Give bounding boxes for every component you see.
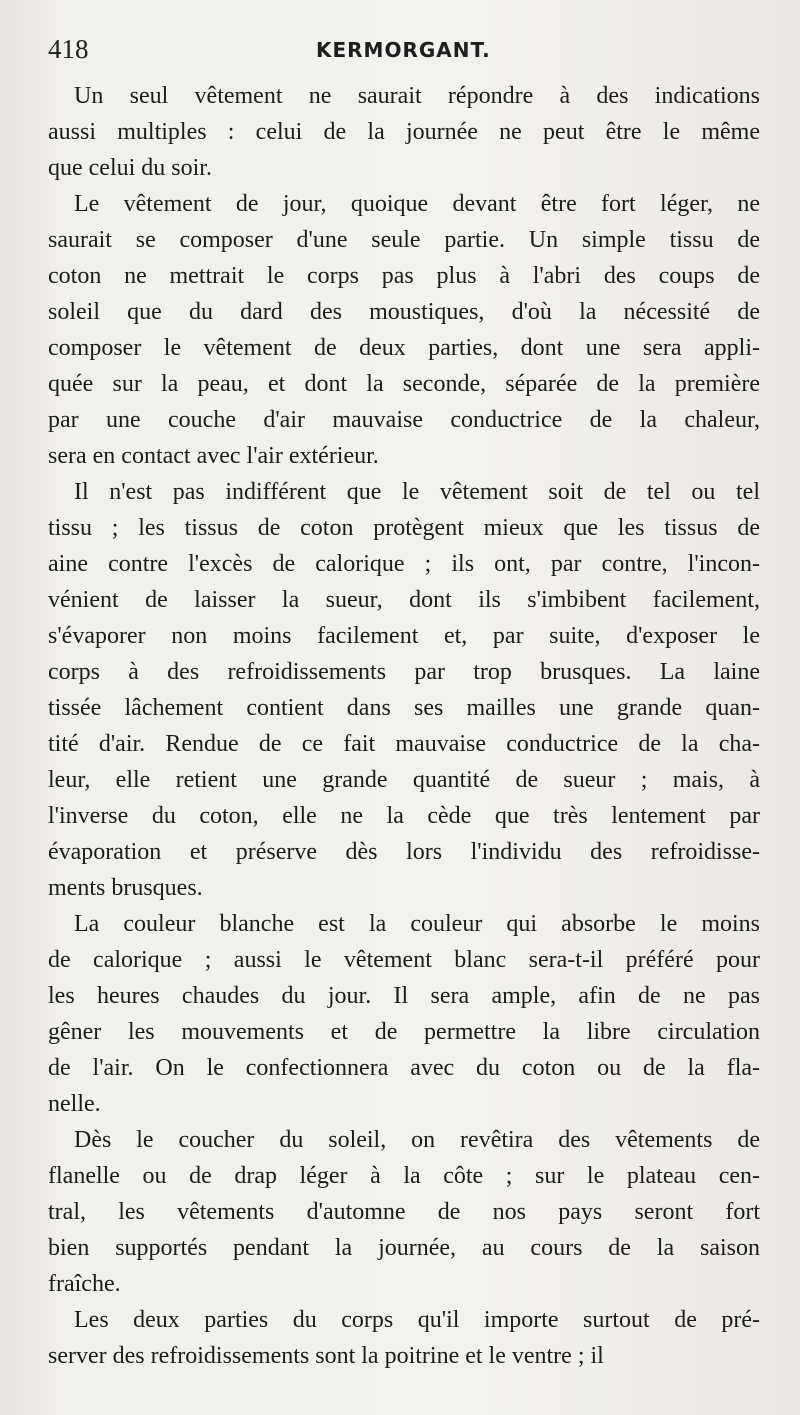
body-text: [48, 78, 760, 1374]
text-line: composer le vêtement de deux parties, dont une sera appli-: [48, 335, 760, 361]
paragraph: [48, 906, 760, 1122]
text-line: tité d'air. Rendue de ce fait mauvaise conductrice de la cha-: [48, 731, 760, 757]
text-line: sera en contact avec l'air extérieur.: [48, 443, 379, 469]
text-line: Le vêtement de jour, quoique devant être fort léger, ne: [74, 191, 760, 217]
text-line: leur, elle retient une grande quantité de sueur ; mais, à: [48, 767, 760, 793]
text-line: s'évaporer non moins facilement et, par suite, d'exposer le: [48, 623, 760, 649]
paragraph: [48, 78, 760, 186]
text-line: de l'air. On le confectionnera avec du coton ou de la fla-: [48, 1055, 760, 1081]
text-line: évaporation et préserve dès lors l'individu des refroidisse-: [48, 839, 760, 865]
text-line: de calorique ; aussi le vêtement blanc sera-t-il préféré pour: [48, 947, 760, 973]
text-line: La couleur blanche est la couleur qui absorbe le moins: [74, 911, 760, 937]
text-line: Les deux parties du corps qu'il importe surtout de pré-: [74, 1307, 760, 1333]
page-number: 418: [48, 34, 89, 64]
text-line: Dès le coucher du soleil, on revêtira des vêtements de: [74, 1127, 760, 1153]
text-line: vénient de laisser la sueur, dont ils s'imbibent facilement,: [48, 587, 760, 613]
text-line: Un seul vêtement ne saurait répondre à des indications: [74, 83, 760, 109]
page-header: [44, 34, 764, 70]
text-line: l'inverse du coton, elle ne la cède que très lentement par: [48, 803, 760, 829]
text-line: tissu ; les tissus de coton protègent mieux que les tissus de: [48, 515, 760, 541]
text-line: aussi multiples : celui de la journée ne peut être le même: [48, 119, 760, 145]
running-head: KERMORGANT.: [316, 38, 491, 62]
paragraph: [48, 186, 760, 474]
text-line: bien supportés pendant la journée, au cours de la saison: [48, 1235, 760, 1261]
text-line: corps à des refroidissements par trop brusques. La laine: [48, 659, 760, 685]
text-line: flanelle ou de drap léger à la côte ; sur le plateau cen-: [48, 1163, 760, 1189]
text-line: soleil que du dard des moustiques, d'où la nécessité de: [48, 299, 760, 325]
text-line: par une couche d'air mauvaise conductrice de la chaleur,: [48, 407, 760, 433]
text-line: tral, les vêtements d'automne de nos pays seront fort: [48, 1199, 760, 1225]
text-line: tissée lâchement contient dans ses mailles une grande quan-: [48, 695, 760, 721]
paragraph: [48, 1302, 760, 1374]
text-line: les heures chaudes du jour. Il sera ample, afin de ne pas: [48, 983, 760, 1009]
paragraph: [48, 474, 760, 906]
text-line: fraîche.: [48, 1271, 121, 1297]
text-line: saurait se composer d'une seule partie. Un simple tissu de: [48, 227, 760, 253]
text-line: quée sur la peau, et dont la seconde, séparée de la première: [48, 371, 760, 397]
text-line: ments brusques.: [48, 875, 203, 901]
text-line: coton ne mettrait le corps pas plus à l'abri des coups de: [48, 263, 760, 289]
text-line: Il n'est pas indifférent que le vêtement soit de tel ou tel: [74, 479, 760, 505]
text-line: que celui du soir.: [48, 155, 212, 181]
paragraph: [48, 1122, 760, 1302]
text-line: gêner les mouvements et de permettre la libre circulation: [48, 1019, 760, 1045]
text-line: nelle.: [48, 1091, 101, 1117]
text-line: aine contre l'excès de calorique ; ils ont, par contre, l'incon-: [48, 551, 760, 577]
text-line: server des refroidissements sont la poitrine et le ventre ; il: [48, 1343, 604, 1369]
